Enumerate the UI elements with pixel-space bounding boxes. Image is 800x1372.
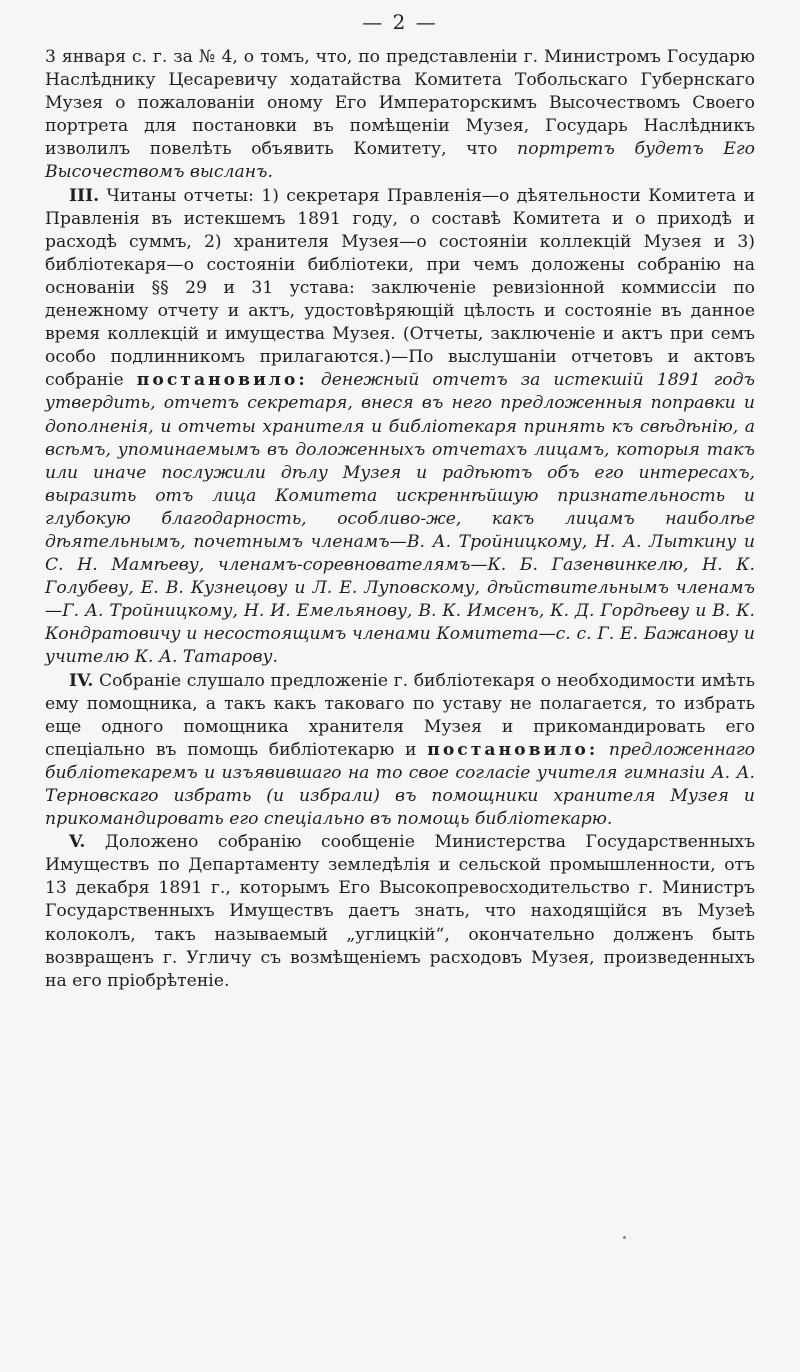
page-number: — 2 — [362,10,438,34]
section-4-paragraph [45,670,755,832]
section-4-decision: постановило: [427,739,599,760]
section-3-italic-text: денежный отчетъ за истекшій 1891 годъ утвердить, отчетъ секретаря, внеся въ него предложенныя поправки и дополненія, и отчеты хранителя и библіотекаря принять къ свѣдѣнію, а всѣмъ, упоминаемымъ въ доложенныхъ отчетахъ лицамъ, которыя такъ или иначе послужили дѣлу Музея и радѣютъ объ его интересахъ, выразить отъ лица Комитета искреннѣйшую признательность и глубокую благодарность, особливо-же, какъ лицамъ наиболѣе дѣятельнымъ, почетнымъ членамъ—В. А. Тройницкому, Н. А. Лыткину и С. Н. Мамѣеву, членамъ-соревнователямъ—К. Б. Газенвинкелю, Н. К. Голубеву, Е. В. Кузнецову и Л. Е. Луповскому, дѣйствительнымъ членамъ—Г. А. Тройницкому, Н. И. Емельянову, В. К. Имсенъ, К. Д. Гордѣеву и В. К. Кондратовичу и несостоящимъ членами Комитета—с. с. Г. Е. Бажанову и учителю К. А. Татарову. [45,370,755,668]
section-5-paragraph [45,831,755,993]
intro-paragraph [45,46,755,185]
paper-speck [623,1236,626,1239]
section-5-text: Доложено собранію сообщеніе Министерства Государственныхъ Имуществъ по Департаменту земледѣлія и сельской промышленности, отъ 13 декабря 1891 г., которымъ Его Высокопревосходительство г. Министръ Государственныхъ Имуществъ даетъ знать, что находящійся въ Музеѣ колоколъ, такъ называемый „углицкій“, окончательно долженъ быть возвращенъ г. Угличу съ возмѣщеніемъ расходовъ Музея, произведенныхъ на его пріобрѣтеніе. [45,832,755,991]
section-4-text: Собраніе слушало предложеніе г. библіотекаря о необходимости имѣть ему помощника, а такъ какъ таковаго по уставу не полагается, то избрать еще одного помощника хранителя Музея и прикомандировать его спеціально въ помощь библіотекарю и [45,670,755,760]
section-3-text: Читаны отчеты: 1) секретаря Правленія—о дѣятельности Комитета и Правленія въ истекшемъ 1891 году, о составѣ Комитета и о приходѣ и расходѣ суммъ, 2) хранителя Музея—о состояніи коллекцій Музея и 3) библіотекаря—о состояніи библіотеки, при чемъ доложены собранію на основаніи §§ 29 и 31 устава: заключеніе ревизіонной коммиссіи по денежному отчету и актъ, удостовѣряющій цѣлость и состояніе въ данное время коллекцій и имущества Музея. (Отчеты, заключеніе и актъ при семъ особо подлинникомъ прилагаются.)—По выслушаніи отчетовъ и актовъ собраніе [45,185,755,391]
section-5-numeral: V. [69,832,86,853]
intro-italic-text: портретъ будетъ Его Высочествомъ высланъ. [45,139,755,183]
section-3-paragraph [45,185,755,670]
intro-text: 3 января с. г. за № 4, о томъ, что, по представленіи г. Министромъ Государю Наслѣднику Цесаревичу ходатайства Комитета Тобольскаго Губернскаго Музея о пожалованіи оному Его Императорскимъ Высочествомъ Своего портрета для постановки въ помѣщеніи Музея, Государь Наслѣдникъ изволилъ повелѣть объявить Комитету, что [45,47,755,160]
section-4-numeral: IV. [69,670,94,691]
document-body [45,46,755,993]
section-4-italic-text: предложеннаго библіотекаремъ и изъявившаго на то свое согласіе учителя гимназіи А. А. Терновскаго избрать (и избрали) въ помощники хранителя Музея и прикомандировать его спеціально въ помощь библіотекарю. [45,739,755,830]
section-3-numeral: III. [69,185,100,206]
section-3-decision: постановило: [136,370,308,391]
